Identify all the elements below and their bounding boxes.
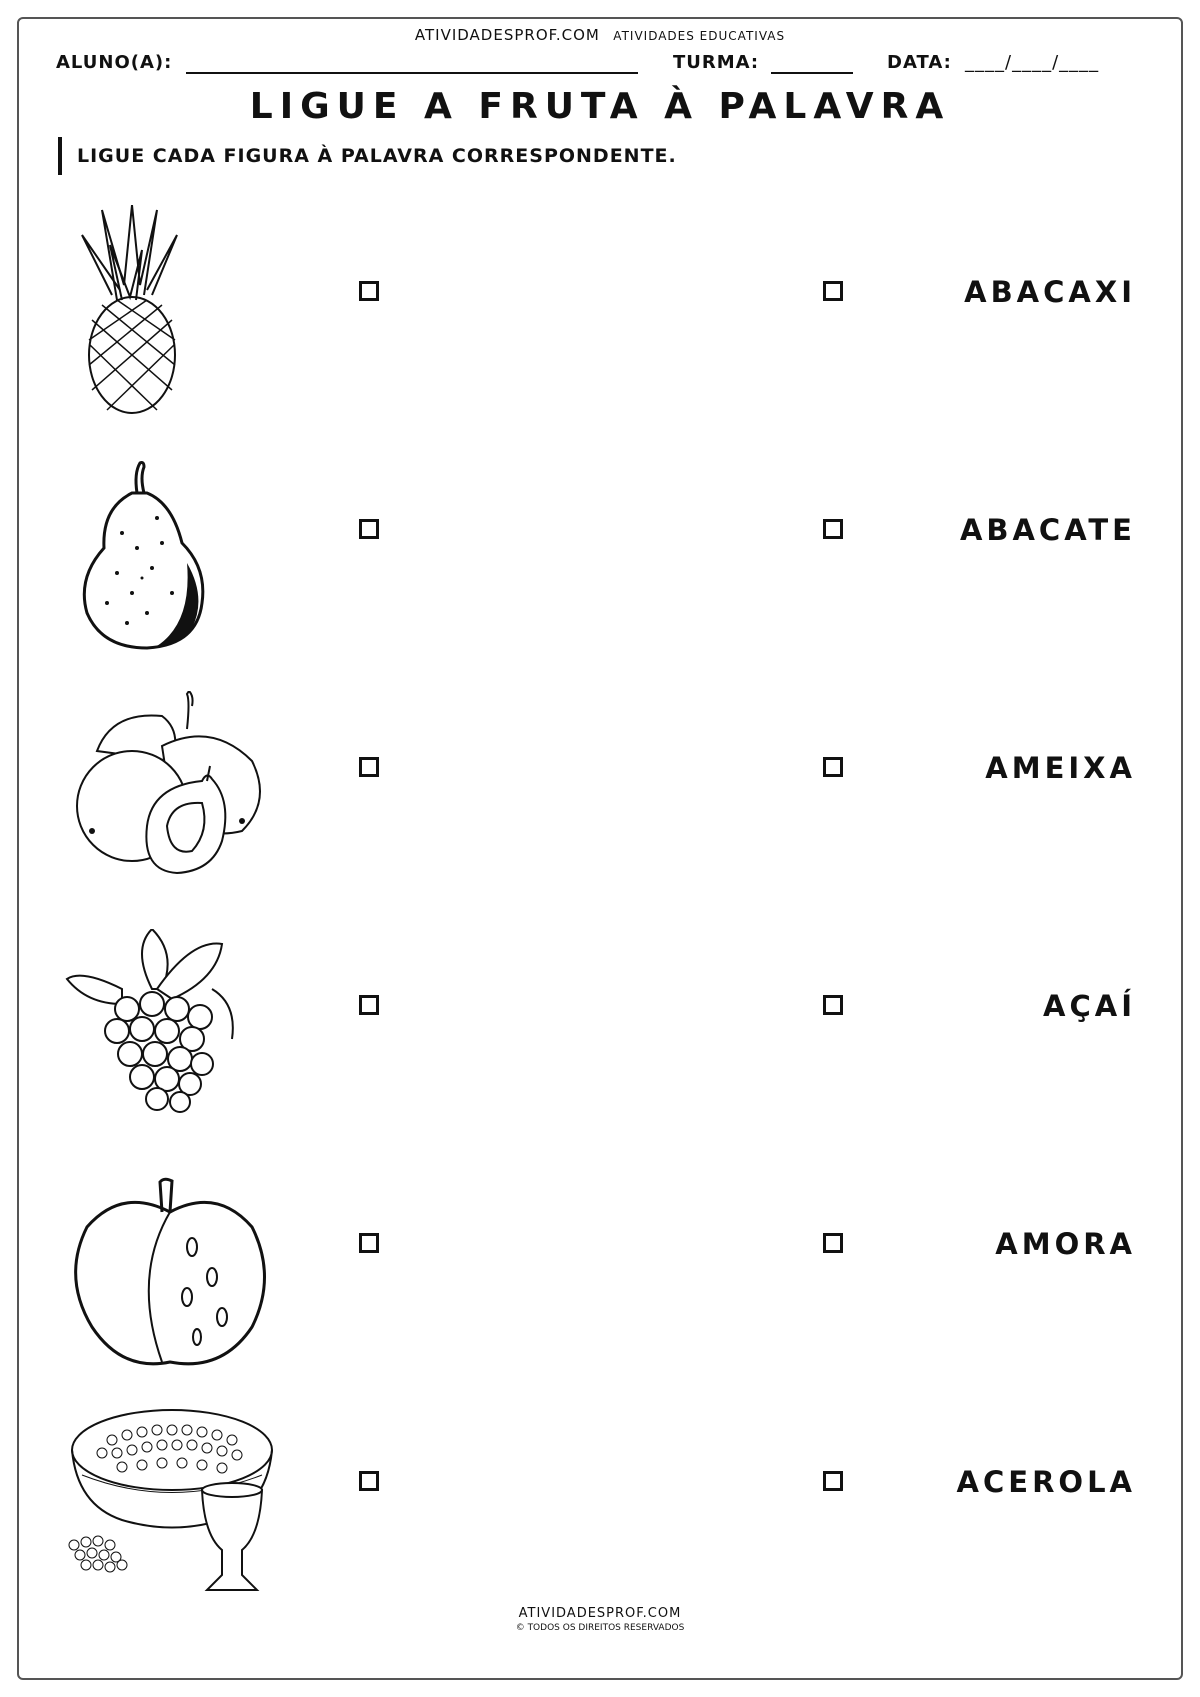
fruit-word: ABACATE	[959, 513, 1136, 547]
match-row	[0, 681, 1200, 911]
site-tagline: ATIVIDADES EDUCATIVAS	[613, 29, 786, 43]
figure-checkbox[interactable]	[359, 281, 379, 301]
match-row	[0, 1395, 1200, 1625]
student-label: ALUNO(A):	[56, 52, 173, 73]
blackberry-icon	[62, 929, 282, 1139]
word-checkbox[interactable]	[823, 995, 843, 1015]
fruit-word: AMEIXA	[985, 751, 1136, 785]
class-line[interactable]	[771, 72, 853, 74]
match-row	[0, 443, 1200, 673]
match-row	[0, 205, 1200, 435]
word-checkbox[interactable]	[823, 281, 843, 301]
guava-icon	[62, 691, 282, 901]
acai-bowl-icon	[62, 1395, 282, 1605]
page-title: LIGUE A FRUTA À PALAVRA	[249, 86, 951, 127]
match-row	[0, 1157, 1200, 1387]
student-name-line[interactable]	[186, 72, 638, 74]
fruit-word: ACEROLA	[956, 1465, 1136, 1499]
footer-site: ATIVIDADESPROF.COM	[518, 1606, 682, 1621]
site-header	[0, 26, 1200, 44]
figure-checkbox[interactable]	[359, 1233, 379, 1253]
word-checkbox[interactable]	[823, 1471, 843, 1491]
fruit-word: AMORA	[995, 1227, 1136, 1261]
figure-checkbox[interactable]	[359, 995, 379, 1015]
instruction-bar	[58, 137, 62, 175]
fruit-word: ABACAXI	[964, 275, 1136, 309]
word-checkbox[interactable]	[823, 1233, 843, 1253]
apple-icon	[62, 1167, 282, 1377]
figure-checkbox[interactable]	[359, 757, 379, 777]
pear-icon	[62, 453, 282, 663]
footer	[0, 1606, 1200, 1633]
site-name: ATIVIDADESPROF.COM	[414, 26, 600, 44]
instruction-text: LIGUE CADA FIGURA À PALAVRA CORRESPONDENTE.	[77, 145, 677, 167]
footer-rights: © TODOS OS DIREITOS RESERVADOS	[515, 1623, 685, 1633]
figure-checkbox[interactable]	[359, 1471, 379, 1491]
match-row	[0, 919, 1200, 1149]
date-label: DATA:	[887, 52, 952, 73]
class-label: TURMA:	[673, 52, 760, 73]
word-checkbox[interactable]	[823, 519, 843, 539]
figure-checkbox[interactable]	[359, 519, 379, 539]
pineapple-icon	[62, 205, 282, 415]
word-checkbox[interactable]	[823, 757, 843, 777]
date-blank[interactable]: ____/____/____	[965, 52, 1100, 73]
fruit-word: AÇAÍ	[1043, 989, 1136, 1023]
